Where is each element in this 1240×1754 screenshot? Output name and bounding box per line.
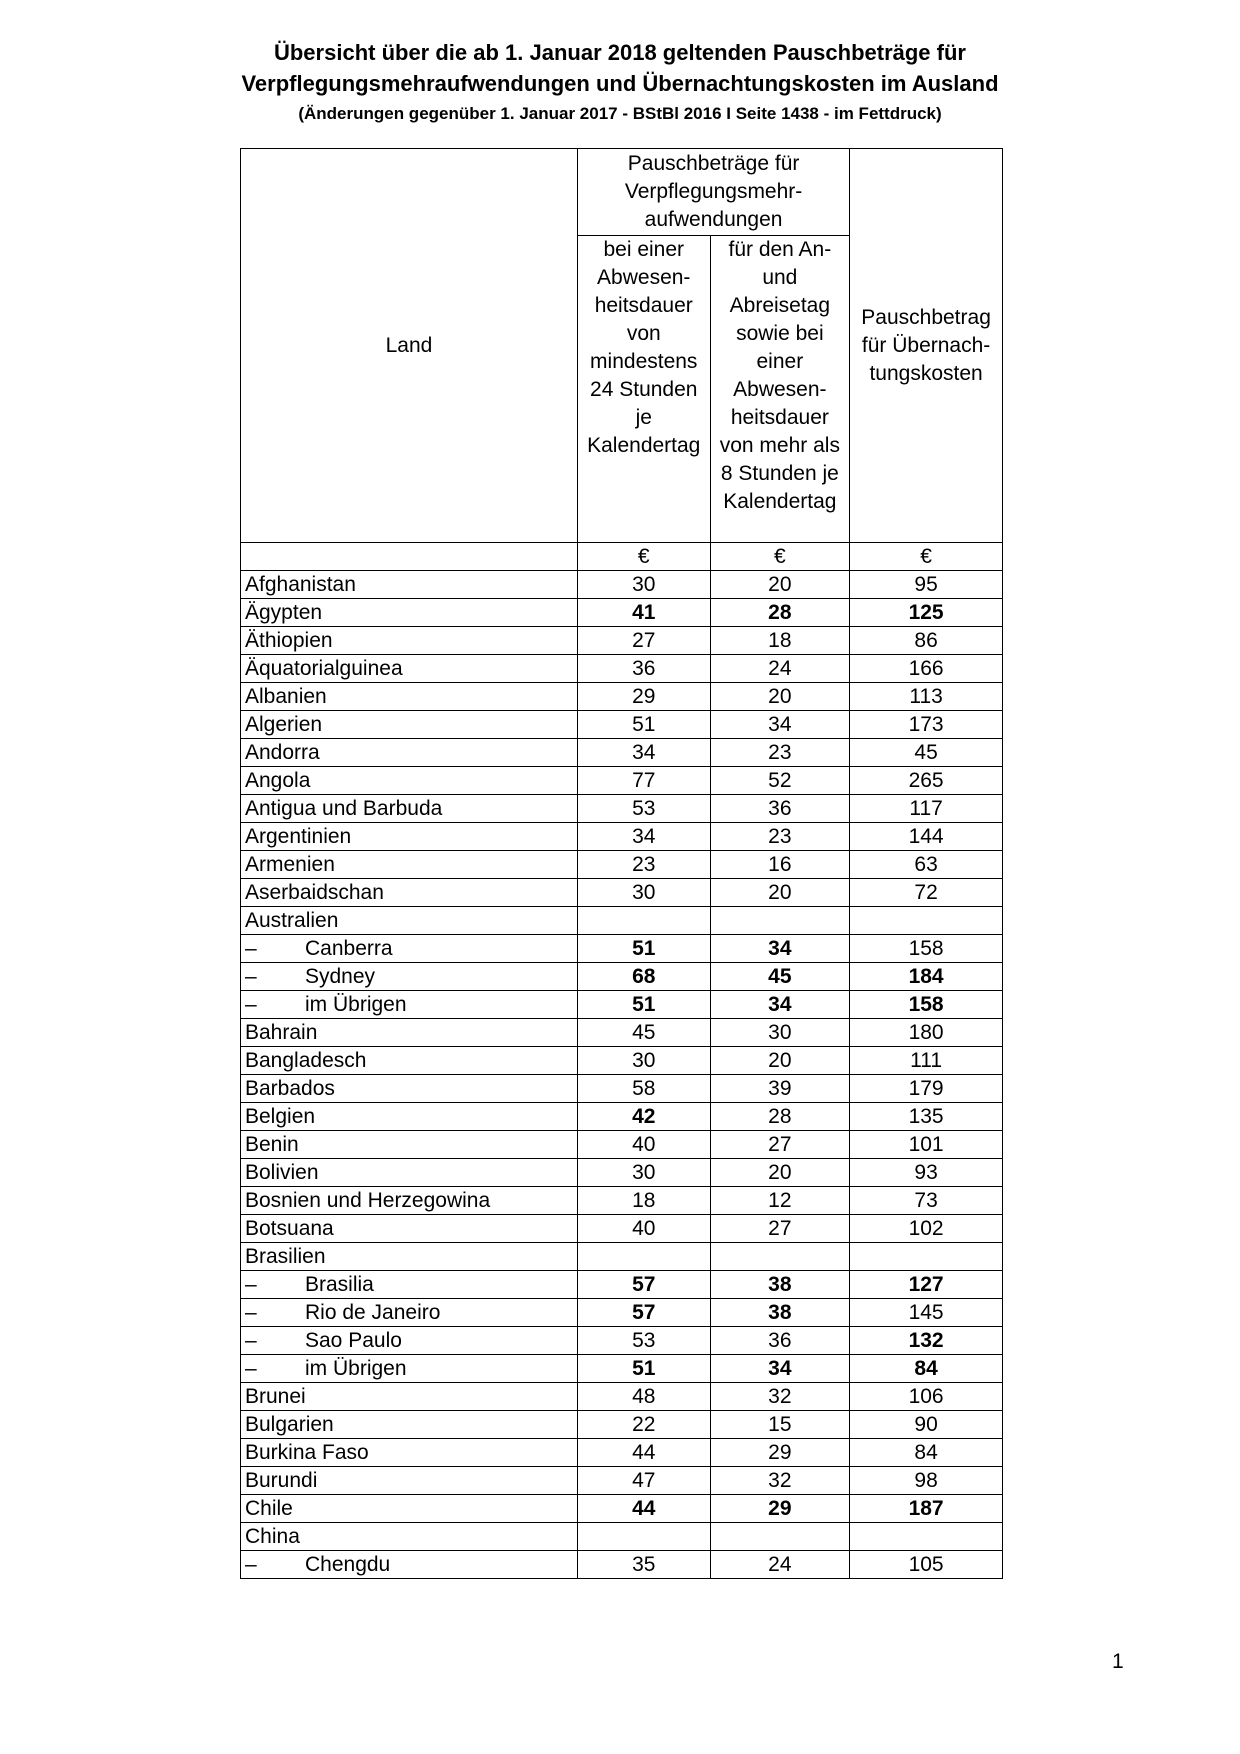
table-row <box>241 767 1003 795</box>
value-24h: 51 <box>577 711 710 739</box>
header-line: Kalendertag <box>587 434 701 457</box>
document-title-line-2: Verpflegungsmehraufwendungen und Übernachtungskosten im Ausland <box>241 71 999 96</box>
value-8h: 38 <box>710 1299 850 1327</box>
country-cell <box>241 1495 578 1523</box>
header-line: Abwesen- <box>733 378 827 401</box>
value-uebernachtung: 72 <box>850 879 1003 907</box>
country-name: Andorra <box>245 741 320 764</box>
value-uebernachtung <box>850 1243 1003 1271</box>
value-24h: 45 <box>577 1019 710 1047</box>
country-cell <box>241 655 578 683</box>
sub-entry-dash: – <box>245 1357 257 1380</box>
value-24h: 30 <box>577 1047 710 1075</box>
country-cell <box>241 851 578 879</box>
value-8h: 32 <box>710 1467 850 1495</box>
value-24h: 40 <box>577 1131 710 1159</box>
value-8h: 27 <box>710 1131 850 1159</box>
value-8h: 39 <box>710 1075 850 1103</box>
header-line: von mehr als <box>719 434 840 457</box>
country-name: Burkina Faso <box>245 1441 369 1464</box>
value-24h <box>577 907 710 935</box>
country-cell <box>241 823 578 851</box>
country-cell <box>241 1215 578 1243</box>
country-cell <box>241 795 578 823</box>
header-line: heitsdauer <box>594 294 693 317</box>
value-24h: 27 <box>577 627 710 655</box>
value-uebernachtung: 117 <box>850 795 1003 823</box>
table-row <box>241 879 1003 907</box>
value-24h: 48 <box>577 1383 710 1411</box>
value-8h: 24 <box>710 1551 850 1579</box>
country-cell <box>241 963 578 991</box>
country-cell <box>241 599 578 627</box>
value-uebernachtung: 158 <box>850 935 1003 963</box>
value-uebernachtung: 184 <box>850 963 1003 991</box>
value-8h: 28 <box>710 1103 850 1131</box>
value-24h: 41 <box>577 599 710 627</box>
value-uebernachtung: 105 <box>850 1551 1003 1579</box>
value-8h: 34 <box>710 991 850 1019</box>
country-cell <box>241 935 578 963</box>
sub-entry-dash: – <box>245 993 257 1016</box>
value-8h: 24 <box>710 655 850 683</box>
country-cell <box>241 991 578 1019</box>
value-8h: 29 <box>710 1439 850 1467</box>
country-cell <box>241 1299 578 1327</box>
value-8h <box>710 1523 850 1551</box>
country-name: Burundi <box>245 1469 318 1492</box>
country-name: Brasilia <box>305 1273 374 1296</box>
country-cell <box>241 1047 578 1075</box>
country-cell <box>241 1103 578 1131</box>
value-uebernachtung: 84 <box>850 1439 1003 1467</box>
header-line: von <box>626 322 661 345</box>
value-24h: 68 <box>577 963 710 991</box>
value-8h: 36 <box>710 1327 850 1355</box>
country-name: Benin <box>245 1133 299 1156</box>
country-cell <box>241 879 578 907</box>
value-24h: 57 <box>577 1299 710 1327</box>
value-8h: 23 <box>710 739 850 767</box>
value-8h <box>710 907 850 935</box>
header-line: sowie bei <box>736 322 824 345</box>
value-24h: 44 <box>577 1439 710 1467</box>
table-row <box>241 711 1003 739</box>
value-8h: 32 <box>710 1383 850 1411</box>
document-title-line-1: Übersicht über die ab 1. Januar 2018 geltenden Pauschbeträge für <box>273 40 966 65</box>
country-cell <box>241 1327 578 1355</box>
table-row <box>241 1215 1003 1243</box>
value-uebernachtung: 265 <box>850 767 1003 795</box>
country-cell <box>241 1075 578 1103</box>
value-24h: 29 <box>577 683 710 711</box>
table-row <box>241 739 1003 767</box>
table-row <box>241 1187 1003 1215</box>
value-uebernachtung: 173 <box>850 711 1003 739</box>
value-uebernachtung: 179 <box>850 1075 1003 1103</box>
table-row <box>241 1551 1003 1579</box>
value-uebernachtung: 135 <box>850 1103 1003 1131</box>
country-cell <box>241 1159 578 1187</box>
sub-entry-dash: – <box>245 1273 257 1296</box>
value-uebernachtung: 90 <box>850 1411 1003 1439</box>
value-uebernachtung: 187 <box>850 1495 1003 1523</box>
table-row <box>241 823 1003 851</box>
sub-entry-dash: – <box>245 1553 257 1576</box>
value-uebernachtung: 101 <box>850 1131 1003 1159</box>
country-name: Bosnien und Herzegowina <box>245 1189 491 1212</box>
table-row <box>241 1327 1003 1355</box>
value-uebernachtung: 102 <box>850 1215 1003 1243</box>
header-line: Kalendertag <box>723 490 837 513</box>
table-row <box>241 599 1003 627</box>
header-line: einer <box>756 350 804 373</box>
value-8h: 29 <box>710 1495 850 1523</box>
value-24h <box>577 1243 710 1271</box>
value-uebernachtung: 95 <box>850 571 1003 599</box>
country-name: China <box>245 1525 300 1548</box>
value-8h: 45 <box>710 963 850 991</box>
table-row <box>241 1075 1003 1103</box>
allowance-table <box>240 148 1003 1579</box>
value-8h: 20 <box>710 683 850 711</box>
header-line: für den An- <box>728 238 832 261</box>
value-uebernachtung: 111 <box>850 1047 1003 1075</box>
country-name: Brunei <box>245 1385 306 1408</box>
country-cell <box>241 1523 578 1551</box>
table-row <box>241 1019 1003 1047</box>
value-24h: 30 <box>577 571 710 599</box>
country-name: Australien <box>245 909 339 932</box>
value-8h: 20 <box>710 879 850 907</box>
value-24h: 44 <box>577 1495 710 1523</box>
header-row-1 <box>241 149 1003 236</box>
table-row <box>241 571 1003 599</box>
country-name: Botsuana <box>245 1217 334 1240</box>
value-8h: 38 <box>710 1271 850 1299</box>
value-uebernachtung: 158 <box>850 991 1003 1019</box>
header-col-8h <box>710 236 850 543</box>
value-24h: 51 <box>577 1355 710 1383</box>
country-cell <box>241 1355 578 1383</box>
value-24h: 57 <box>577 1271 710 1299</box>
value-24h: 47 <box>577 1467 710 1495</box>
table-row <box>241 1047 1003 1075</box>
value-8h: 15 <box>710 1411 850 1439</box>
table-row <box>241 795 1003 823</box>
sub-entry-dash: – <box>245 937 257 960</box>
value-24h: 34 <box>577 739 710 767</box>
value-8h: 34 <box>710 1355 850 1383</box>
header-line: für Übernach- <box>861 333 991 357</box>
currency-uebernachtung: € <box>850 543 1003 571</box>
header-line: heitsdauer <box>730 406 829 429</box>
country-cell <box>241 1243 578 1271</box>
currency-row <box>241 543 1003 571</box>
country-cell <box>241 1439 578 1467</box>
table-row <box>241 1383 1003 1411</box>
country-cell <box>241 907 578 935</box>
value-8h: 23 <box>710 823 850 851</box>
value-24h: 30 <box>577 1159 710 1187</box>
country-name: im Übrigen <box>305 993 407 1016</box>
country-name: Belgien <box>245 1105 316 1128</box>
country-name: Barbados <box>245 1077 335 1100</box>
table-row <box>241 1243 1003 1271</box>
country-name: Argentinien <box>245 825 352 848</box>
table-row <box>241 1103 1003 1131</box>
currency-empty-cell <box>241 543 578 571</box>
country-name: Ägypten <box>245 601 323 624</box>
value-24h: 58 <box>577 1075 710 1103</box>
value-24h: 53 <box>577 1327 710 1355</box>
country-cell <box>241 1383 578 1411</box>
country-name: Äquatorialguinea <box>245 657 403 680</box>
value-8h: 20 <box>710 1159 850 1187</box>
header-col-24h <box>577 236 710 543</box>
header-line: bei einer <box>603 238 685 261</box>
value-24h: 34 <box>577 823 710 851</box>
table-row <box>241 1271 1003 1299</box>
table-row <box>241 1467 1003 1495</box>
header-line: Abreisetag <box>729 294 831 317</box>
table-row <box>241 683 1003 711</box>
header-line: und <box>762 266 798 289</box>
table-row <box>241 851 1003 879</box>
country-cell <box>241 767 578 795</box>
value-uebernachtung: 73 <box>850 1187 1003 1215</box>
country-cell <box>241 627 578 655</box>
value-8h: 16 <box>710 851 850 879</box>
header-line: mindestens <box>590 350 698 373</box>
header-line: 24 Stunden <box>590 378 698 401</box>
table-row <box>241 1523 1003 1551</box>
header-line: Abwesen- <box>597 266 691 289</box>
page-number: 1 <box>1112 1650 1124 1673</box>
header-line: tungskosten <box>869 361 983 385</box>
country-cell <box>241 1467 578 1495</box>
table-row <box>241 1159 1003 1187</box>
country-cell <box>241 571 578 599</box>
header-line: aufwendungen <box>644 208 783 231</box>
value-8h: 52 <box>710 767 850 795</box>
value-uebernachtung: 84 <box>850 1355 1003 1383</box>
value-uebernachtung: 144 <box>850 823 1003 851</box>
value-8h: 18 <box>710 627 850 655</box>
country-name: Sao Paulo <box>305 1329 402 1352</box>
country-cell <box>241 1411 578 1439</box>
table-row <box>241 627 1003 655</box>
table-row <box>241 935 1003 963</box>
country-cell <box>241 1019 578 1047</box>
document-subtitle: (Änderungen gegenüber 1. Januar 2017 - BStBl 2016 I Seite 1438 - im Fettdruck) <box>298 104 942 123</box>
country-name: Afghanistan <box>245 573 356 596</box>
value-8h <box>710 1243 850 1271</box>
value-uebernachtung: 98 <box>850 1467 1003 1495</box>
value-uebernachtung: 106 <box>850 1383 1003 1411</box>
country-name: Algerien <box>245 713 323 736</box>
country-cell <box>241 1131 578 1159</box>
country-cell <box>241 739 578 767</box>
country-name: Canberra <box>305 937 393 960</box>
header-uebernachtung <box>850 149 1003 543</box>
table-row <box>241 963 1003 991</box>
value-uebernachtung: 45 <box>850 739 1003 767</box>
header-land: Land <box>241 149 578 543</box>
table-row <box>241 1299 1003 1327</box>
header-verpflegung-group <box>577 149 849 236</box>
value-8h: 28 <box>710 599 850 627</box>
value-24h: 23 <box>577 851 710 879</box>
country-cell <box>241 711 578 739</box>
value-uebernachtung: 113 <box>850 683 1003 711</box>
value-24h: 51 <box>577 991 710 1019</box>
value-uebernachtung <box>850 907 1003 935</box>
table-row <box>241 1439 1003 1467</box>
value-24h: 51 <box>577 935 710 963</box>
country-cell <box>241 1187 578 1215</box>
value-24h: 30 <box>577 879 710 907</box>
country-name: Bolivien <box>245 1161 319 1184</box>
value-uebernachtung: 93 <box>850 1159 1003 1187</box>
table-row <box>241 1411 1003 1439</box>
value-24h: 40 <box>577 1215 710 1243</box>
header-line: 8 Stunden je <box>720 462 839 485</box>
country-name: Bahrain <box>245 1021 318 1044</box>
value-uebernachtung: 180 <box>850 1019 1003 1047</box>
value-24h <box>577 1523 710 1551</box>
value-8h: 20 <box>710 571 850 599</box>
country-name: Albanien <box>245 685 327 708</box>
header-line: Pauschbetrag <box>861 305 991 329</box>
country-name: Sydney <box>305 965 376 988</box>
header-line: Pauschbeträge für <box>627 152 800 175</box>
value-24h: 42 <box>577 1103 710 1131</box>
value-8h: 20 <box>710 1047 850 1075</box>
value-uebernachtung: 125 <box>850 599 1003 627</box>
country-cell <box>241 1551 578 1579</box>
value-uebernachtung: 127 <box>850 1271 1003 1299</box>
value-8h: 34 <box>710 711 850 739</box>
country-name: Bulgarien <box>245 1413 334 1436</box>
table-row <box>241 991 1003 1019</box>
header-line: Verpflegungsmehr- <box>624 180 803 203</box>
country-name: im Übrigen <box>305 1357 407 1380</box>
value-8h: 12 <box>710 1187 850 1215</box>
country-name: Aserbaidschan <box>245 881 384 904</box>
value-uebernachtung: 63 <box>850 851 1003 879</box>
country-name: Chengdu <box>305 1553 391 1576</box>
country-name: Angola <box>245 769 311 792</box>
header-line: je <box>635 406 652 429</box>
value-uebernachtung <box>850 1523 1003 1551</box>
table-row <box>241 907 1003 935</box>
value-24h: 77 <box>577 767 710 795</box>
country-name: Armenien <box>245 853 335 876</box>
value-24h: 36 <box>577 655 710 683</box>
table-row <box>241 655 1003 683</box>
value-uebernachtung: 86 <box>850 627 1003 655</box>
country-name: Bangladesch <box>245 1049 367 1072</box>
country-name: Rio de Janeiro <box>305 1301 441 1324</box>
country-name: Brasilien <box>245 1245 326 1268</box>
value-24h: 18 <box>577 1187 710 1215</box>
value-24h: 22 <box>577 1411 710 1439</box>
country-name: Chile <box>245 1497 293 1520</box>
table-row <box>241 1355 1003 1383</box>
sub-entry-dash: – <box>245 1329 257 1352</box>
country-name: Äthiopien <box>245 629 333 652</box>
value-8h: 34 <box>710 935 850 963</box>
country-name: Antigua und Barbuda <box>245 797 443 820</box>
country-cell <box>241 1271 578 1299</box>
value-24h: 35 <box>577 1551 710 1579</box>
value-8h: 30 <box>710 1019 850 1047</box>
value-uebernachtung: 132 <box>850 1327 1003 1355</box>
value-uebernachtung: 166 <box>850 655 1003 683</box>
sub-entry-dash: – <box>245 1301 257 1324</box>
currency-8h: € <box>710 543 850 571</box>
value-uebernachtung: 145 <box>850 1299 1003 1327</box>
table-row <box>241 1131 1003 1159</box>
value-24h: 53 <box>577 795 710 823</box>
value-8h: 27 <box>710 1215 850 1243</box>
table-row <box>241 1495 1003 1523</box>
currency-24h: € <box>577 543 710 571</box>
country-cell <box>241 683 578 711</box>
sub-entry-dash: – <box>245 965 257 988</box>
value-8h: 36 <box>710 795 850 823</box>
